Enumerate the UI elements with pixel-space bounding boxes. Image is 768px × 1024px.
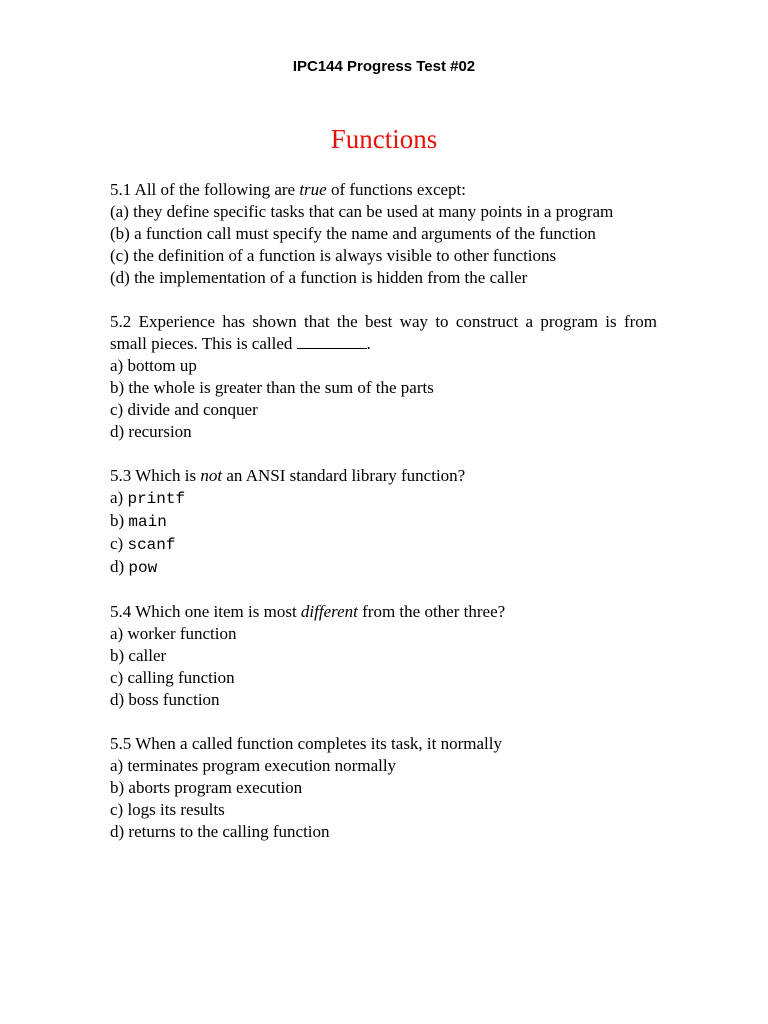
answer-option-d	[110, 556, 657, 579]
question-stem	[110, 311, 657, 355]
answer-option-c: c) divide and conquer	[110, 400, 258, 419]
question-stem: 5.5 When a called function completes its task, it normally	[110, 734, 503, 753]
stem-emphasis: true	[299, 180, 327, 199]
option-code: scanf	[127, 536, 176, 554]
answer-option-b: b) the whole is greater than the sum of the parts	[110, 378, 434, 397]
answer-option-b	[110, 510, 657, 533]
answer-option-a: a) worker function	[110, 624, 237, 643]
question-5-1	[110, 179, 657, 289]
question-stem	[110, 179, 657, 201]
stem-text: .	[366, 334, 371, 353]
question-stem	[110, 465, 657, 487]
option-letter: b)	[110, 511, 129, 530]
question-5-3	[110, 465, 657, 579]
answer-option-b: b) caller	[110, 646, 167, 665]
answer-option-b: b) aborts program execution	[110, 778, 303, 797]
answer-option-a: a) terminates program execution normally	[110, 756, 397, 775]
option-code: printf	[127, 490, 186, 508]
answer-option-a: (a) they define specific tasks that can be used at many points in a program	[110, 202, 614, 221]
section-title: Functions	[330, 124, 438, 154]
option-code: main	[128, 513, 167, 531]
answer-option-c	[110, 533, 657, 556]
stem-text: 5.2 Experience has shown that the best way to construct a program is from small pieces. This is called	[110, 312, 657, 353]
question-5-5	[110, 733, 657, 843]
answer-option-a	[110, 487, 657, 510]
question-5-4	[110, 601, 657, 711]
answer-option-d: d) boss function	[110, 690, 220, 709]
answer-option-c: c) logs its results	[110, 800, 225, 819]
answer-option-d: (d) the implementation of a function is hidden from the caller	[110, 268, 528, 287]
stem-text: 5.4 Which one item is most	[110, 602, 301, 621]
stem-text: 5.1 All of the following are	[110, 180, 300, 199]
question-stem	[110, 601, 657, 623]
answer-option-b: (b) a function call must specify the name and arguments of the function	[110, 224, 596, 243]
answer-option-d: d) recursion	[110, 422, 192, 441]
stem-emphasis: different	[300, 602, 358, 621]
fill-in-blank	[297, 334, 367, 349]
option-letter: a)	[110, 488, 128, 507]
stem-text: an ANSI standard library function?	[222, 466, 466, 485]
answer-option-c: (c) the definition of a function is always visible to other functions	[110, 246, 557, 265]
stem-text: from the other three?	[357, 602, 506, 621]
option-code: pow	[128, 559, 158, 577]
document-header: IPC144 Progress Test #02	[292, 58, 476, 75]
stem-text: 5.3 Which is	[110, 466, 201, 485]
stem-text: of functions except:	[326, 180, 466, 199]
question-5-2	[110, 311, 657, 443]
option-letter: d)	[110, 557, 129, 576]
answer-option-d: d) returns to the calling function	[110, 822, 330, 841]
questions-body	[110, 179, 657, 865]
answer-option-a: a) bottom up	[110, 356, 197, 375]
option-letter: c)	[110, 534, 128, 553]
answer-option-c: c) calling function	[110, 668, 235, 687]
stem-emphasis: not	[200, 466, 223, 485]
